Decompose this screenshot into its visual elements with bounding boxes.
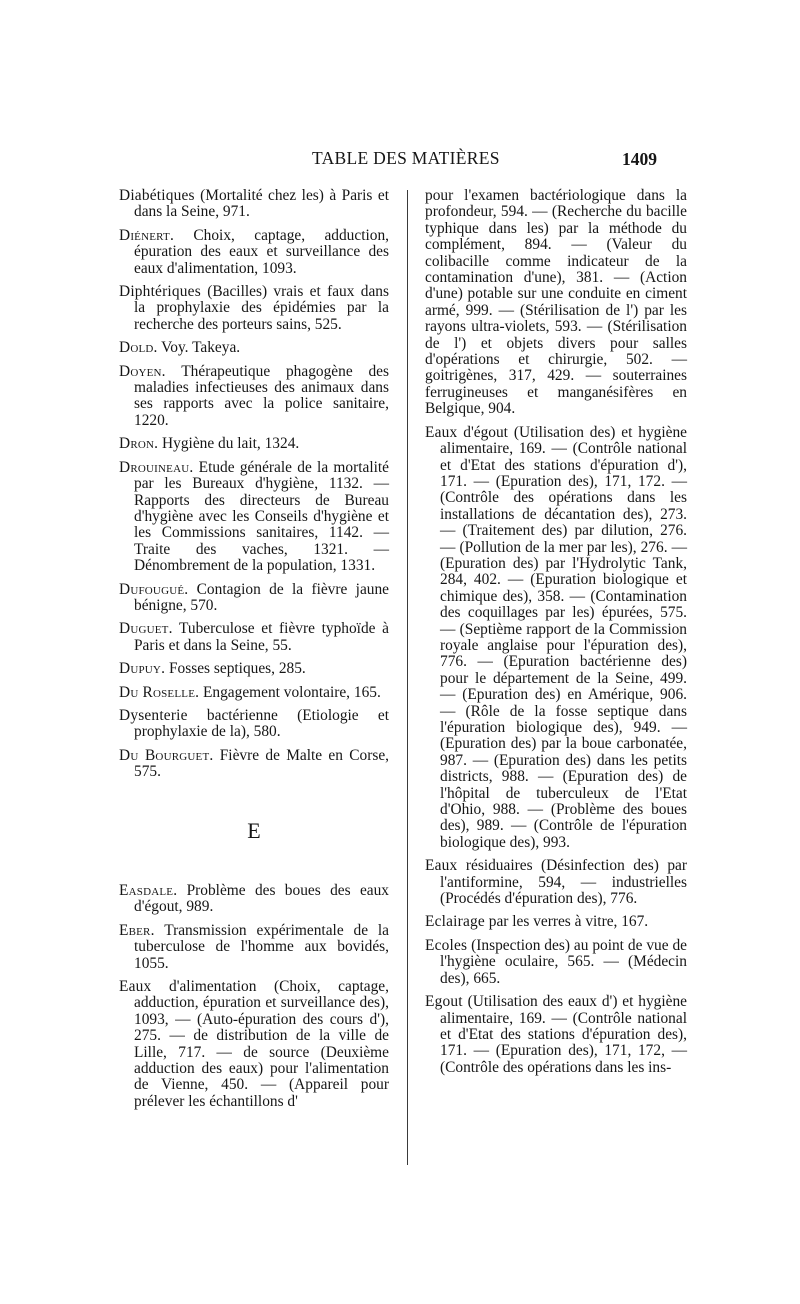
entry-heading: Diénert.	[119, 226, 175, 244]
entry-body: Choix, captage, adduction, épuration des eaux et surveillance des eaux d'alimentation, 1093.	[134, 226, 389, 277]
index-entry	[119, 883, 389, 916]
running-title: TABLE DES MATIÈRES	[312, 148, 500, 168]
entry-heading: Doyen.	[119, 362, 166, 380]
index-entry	[425, 994, 687, 1076]
entry-heading: Dysenterie	[119, 706, 188, 724]
index-entry	[119, 228, 389, 277]
index-entry	[119, 923, 389, 972]
entry-heading: Eaux	[425, 423, 458, 441]
entry-body: Etude générale de la mortalité par les Bureaux d'hygiène, 1132. — Rapports des directeurs de Bureau d'hygiène avec les Conseils d'hygiène et les Commissions sanitaires, 1142. — Traite des vaches, 1321. — Dénombrement de la population, 1331.	[134, 458, 389, 575]
entry-heading: Eclairage	[425, 913, 485, 931]
index-entry	[119, 582, 389, 615]
entry-body: Fièvre de Malte en Corse, 575.	[134, 746, 389, 781]
index-entry	[425, 425, 687, 852]
left-column	[119, 188, 389, 1117]
entry-heading: Diabétiques	[119, 187, 195, 204]
entry-body: (Inspection des) au point de vue de l'hygiène oculaire, 565. — (Médecin des), 665.	[440, 936, 687, 987]
entry-body: Problème des boues des eaux d'égout, 989.	[134, 882, 389, 916]
entry-heading: Easdale.	[119, 882, 178, 899]
entry-heading: Dufougué.	[119, 580, 189, 598]
index-entry	[119, 436, 389, 452]
entry-heading: Drouineau.	[119, 458, 194, 476]
entry-heading: Eaux	[425, 857, 458, 875]
entry-heading: Dron.	[119, 435, 159, 453]
index-entry	[119, 979, 389, 1110]
column-divider	[407, 190, 408, 1165]
index-entry	[119, 364, 389, 430]
entry-body: (Utilisation des eaux d') et hygiène alimentaire, 169. — (Contrôle national et d'Etat des stations d'épuration des), 171. — (Epuration des), 171, 172, — (Contrôle des opérations dans les ins-	[440, 993, 687, 1076]
left-entries-e	[119, 883, 389, 1110]
entry-body: Contagion de la fièvre jaune bénigne, 570.	[134, 580, 389, 614]
entry-body: Fosses septiques, 285.	[165, 660, 306, 678]
continued-entry: pour l'examen bactériologique dans la profondeur, 594. — (Recherche du bacille typhique dans les) par la méthode du complément, 894. — (Valeur du colibacille comme indicateur de la contamination d'une), 381. — (Action d'une) potable sur une conduite en ciment armé, 999. — (Stérilisation de l') par les rayons ultra-violets, 593. — (Stérilisation de l') et objets divers pour salles d'opérations et chirurgie, 502. — goitrigènes, 317, 429. — souterraines ferrugineuses et manganésifères en Belgique, 904.	[425, 187, 687, 418]
page-header	[0, 148, 800, 178]
entry-heading: Dupuy.	[119, 660, 166, 678]
entry-body: bactérienne (Etiologie et prophylaxie de la), 580.	[134, 706, 389, 741]
entry-body: Thérapeutique phagogène des maladies infectieuses des animaux dans ses rapports avec la police sanitaire, 1220.	[134, 362, 389, 429]
index-entry	[425, 858, 687, 907]
entry-body: Engagement volontaire, 165.	[199, 683, 381, 701]
right-entries	[425, 425, 687, 1076]
index-entry	[425, 938, 687, 987]
entry-heading: Duguet.	[119, 620, 173, 638]
left-entries-d	[119, 188, 389, 781]
entry-heading: Du Roselle.	[119, 683, 200, 701]
index-entry	[119, 460, 389, 575]
index-entry	[119, 685, 389, 701]
entry-heading: Dold.	[119, 339, 158, 357]
entry-body: (Mortalité chez les) à Paris et dans la Seine, 971.	[134, 187, 389, 221]
index-entry	[425, 914, 687, 930]
entry-body: Hygiène du lait, 1324.	[158, 435, 300, 453]
index-entry	[119, 621, 389, 654]
entry-body: Transmission expérimentale de la tuberculose de l'homme aux bovidés, 1055.	[134, 921, 389, 972]
index-entry	[119, 661, 389, 677]
index-entry	[119, 708, 389, 741]
entry-heading: Eber.	[119, 921, 155, 939]
entry-body: Voy. Takeya.	[157, 339, 241, 357]
entry-heading: Du Bourguet.	[119, 746, 214, 764]
entry-heading: Diphtériques	[119, 283, 201, 301]
entry-body: Tuberculose et fièvre typhoïde à Paris et dans la Seine, 55.	[134, 620, 389, 654]
entry-body: d'alimentation (Choix, captage, adduction, épuration et surveillance des), 1093, — (Auto-épuration des cours d'), 275. — de distribution de la ville de Lille, 717. — de source (Deuxième adduction des eaux) pour l'alimentation de Vienne, 450. — (Appareil pour prélever les échantillons d'	[134, 978, 389, 1110]
index-entry	[119, 748, 389, 781]
section-letter: E	[247, 817, 261, 843]
entry-body: d'égout (Utilisation des) et hygiène alimentaire, 169. — (Contrôle national et d'Etat des stations d'épuration d'), 171. — (Epuration des), 171, 172. — (Contrôle des opérations dans les installations de décantation des), 273. — (Traitement des) par dilution, 276. — (Pollution de la mer par les), 276. — (Epuration des) par l'Hydrolytic Tank, 284, 402. — (Epuration biologique et chimique des), 358. — (Contamination des coquillages par les) épurées, 575. — (Septième rapport de la Commission royale anglaise pour l'épuration des), 776. — (Epuration bactérienne des) pour le département de la Seine, 499. — (Epuration des) en Amérique, 906. — (Rôle de la fosse septique dans l'épuration biologique des), 949. — (Epuration des) par la boue carbonatée, 987. — (Epuration des) dans les petits districts, 988. — (Epuration des) de l'hôpital de tuberculeux de l'Etat d'Ohio, 988. — (Problème des boues des), 989. — (Contrôle de l'épuration biologique des), 993.	[440, 423, 687, 851]
index-entry	[119, 340, 389, 356]
entry-body: résiduaires (Désinfection des) par l'antiformine, 594, — industrielles (Procédés d'épuration des), 776.	[440, 857, 687, 908]
entry-body: (Bacilles) vrais et faux dans la prophylaxie des épidémies par la recherche des porteurs sains, 525.	[134, 283, 389, 333]
page-number: 1409	[622, 149, 657, 169]
entry-heading: Ecoles	[425, 936, 468, 954]
index-entry	[119, 188, 389, 221]
right-column	[425, 188, 687, 1083]
entry-heading: Eaux	[119, 978, 152, 996]
entry-body: par les verres à vitre, 167.	[484, 913, 649, 931]
entry-heading: Egout	[425, 993, 463, 1011]
index-entry	[119, 284, 389, 333]
